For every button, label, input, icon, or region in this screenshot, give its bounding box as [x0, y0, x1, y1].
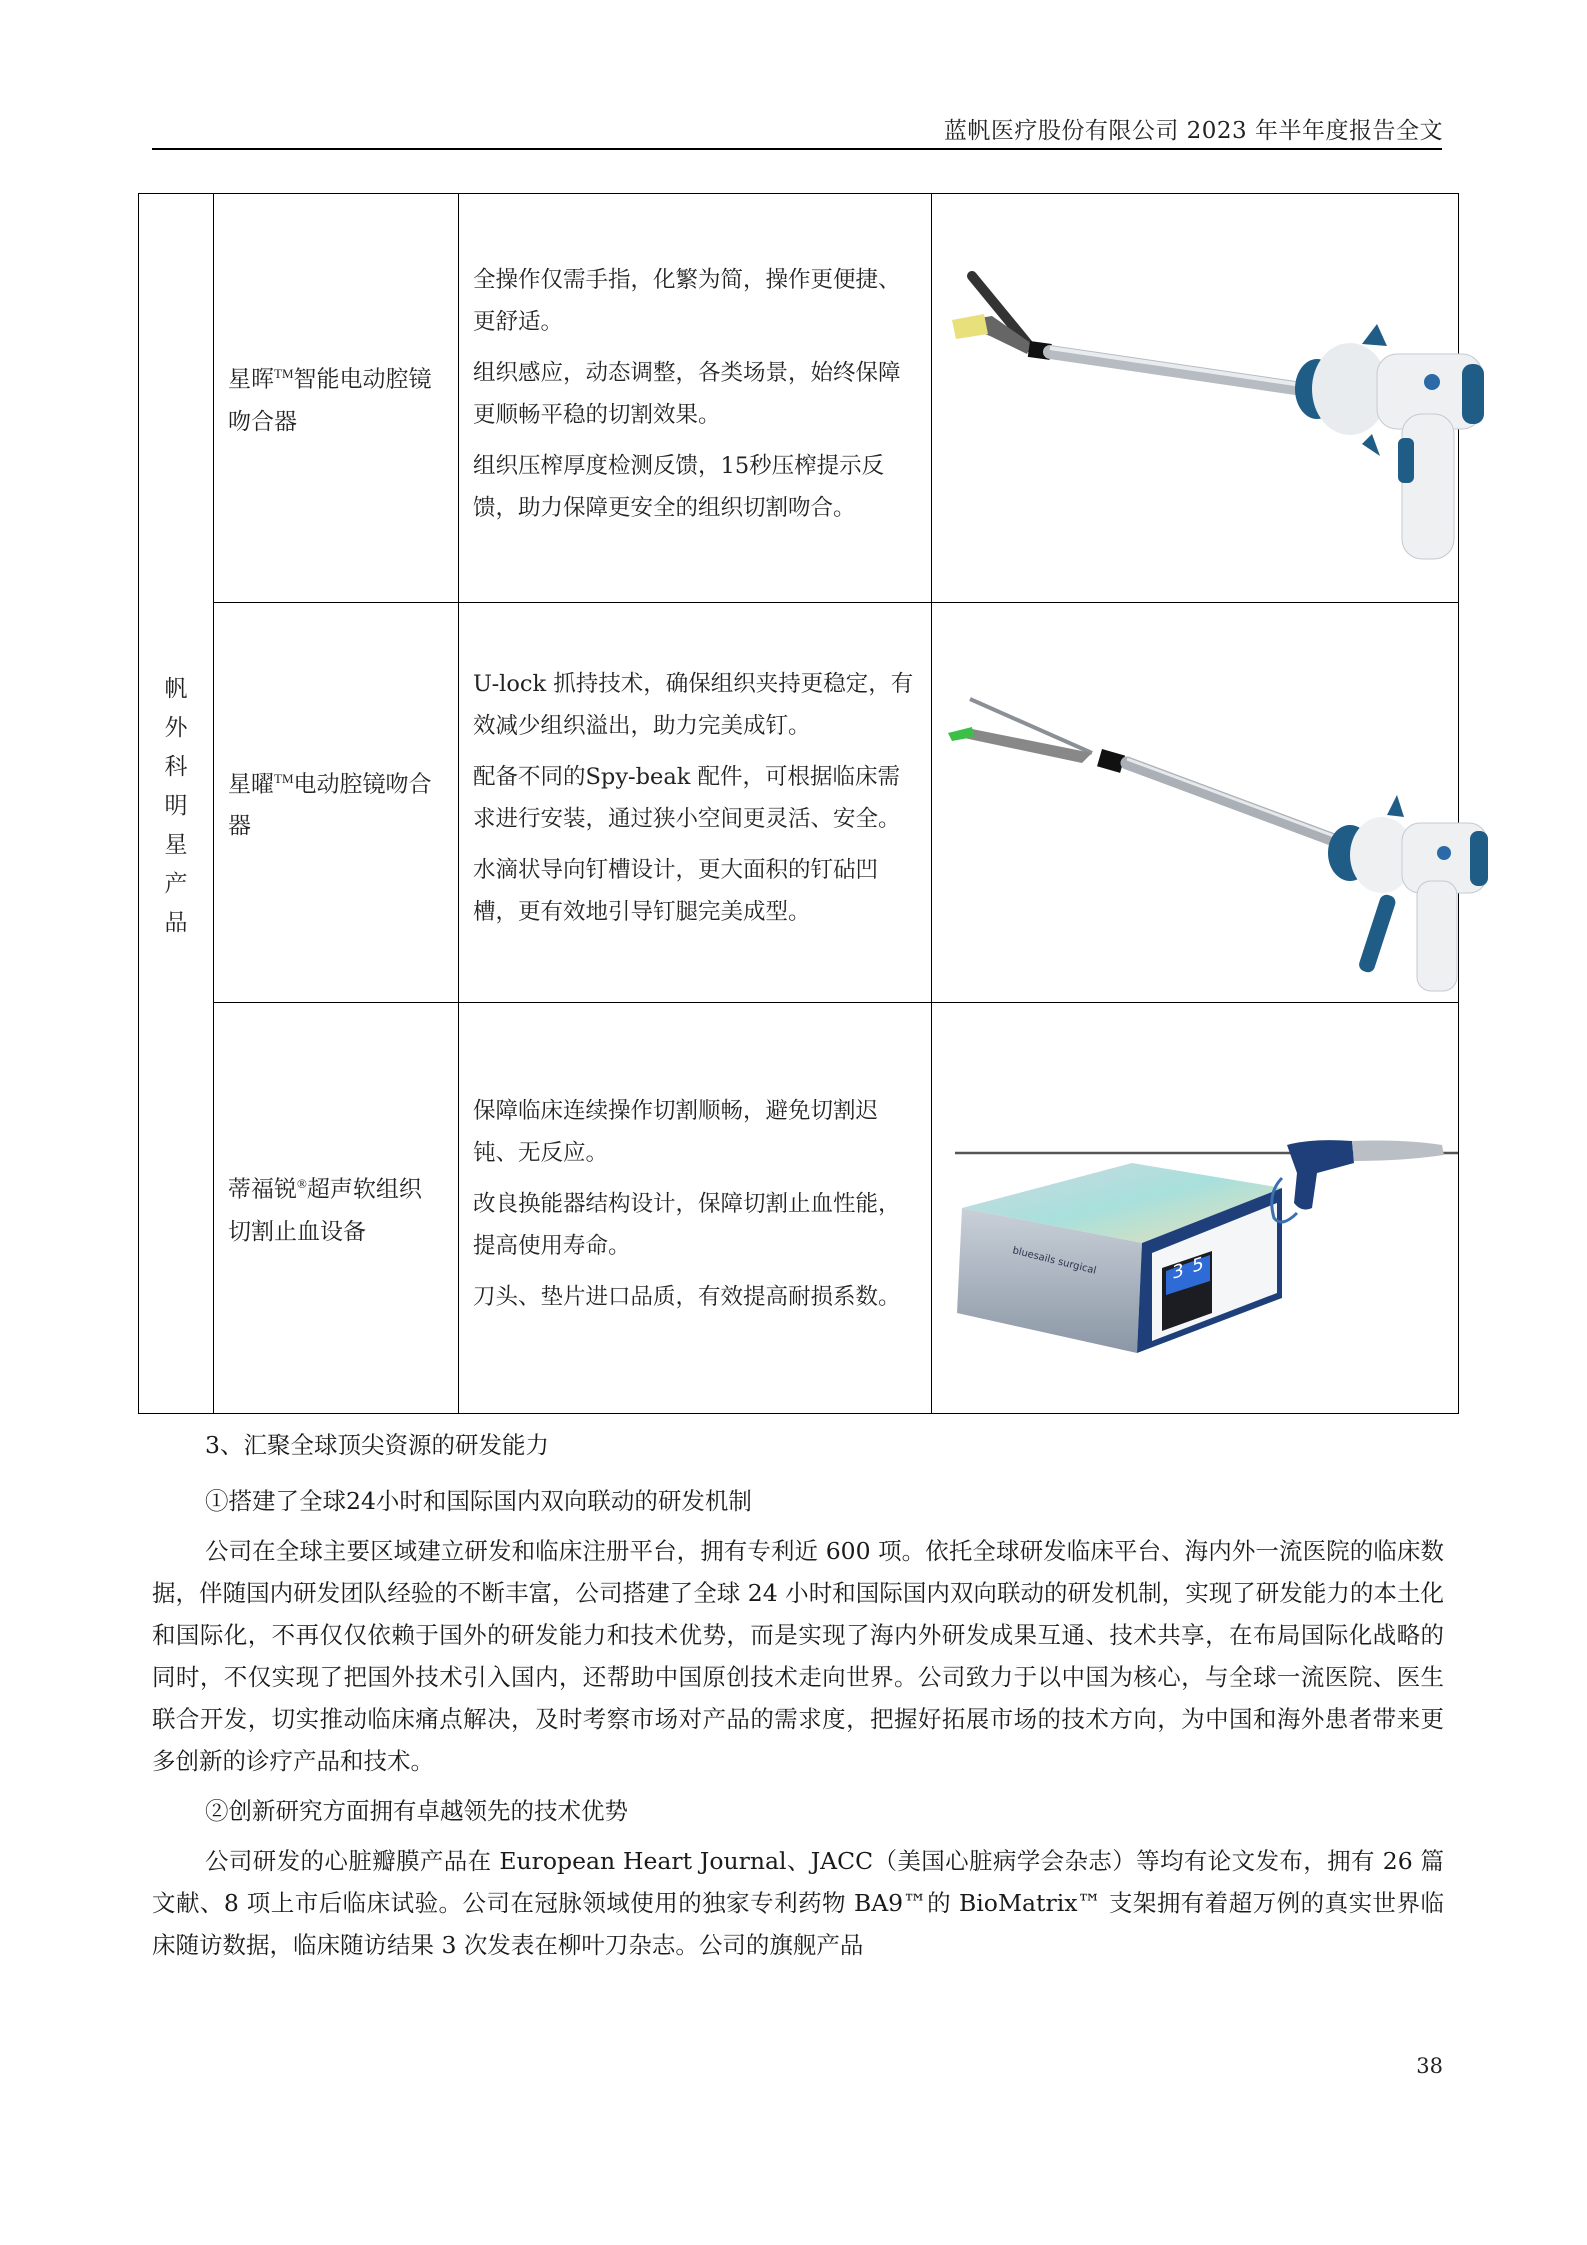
trademark-mark: TM	[274, 366, 294, 382]
feature-text: 水滴状导向钉槽设计，更大面积的钉砧凹槽，更有效地引导钉腿完美成型。	[473, 857, 879, 925]
feature-text: 组织感应，动态调整，各类场景，始终保障更顺畅平稳的切割效果。	[473, 359, 901, 428]
table-row	[139, 194, 1459, 603]
feature-text: 全操作仅需手指，化繁为简，操作更便捷、更舒适。	[473, 266, 901, 335]
category-char: 外	[164, 715, 188, 741]
product-name-cell	[214, 603, 459, 1003]
feature-text: U-lock 抓持技术，确保组织夹持更稳定，有效减少组织溢出，助力完美成钉。	[473, 671, 914, 739]
feature-text: 改良换能器结构设计，保障切割止血性能，提高使用寿命。	[473, 1190, 901, 1259]
page-number: 38	[1416, 2054, 1443, 2078]
electric-stapler-image	[932, 603, 1512, 1003]
feature-text: 刀头、垫片进口品质，有效提高耐损系数。	[473, 1283, 901, 1310]
category-cell	[139, 194, 214, 1414]
product-name-cell	[214, 194, 459, 603]
category-char: 帆	[164, 676, 188, 702]
product-name: 星曜	[228, 771, 274, 798]
subsection-heading: ②创新研究方面拥有卓越领先的技术优势	[205, 1797, 628, 1825]
category-char: 产	[164, 871, 188, 897]
display-digit: 3	[1172, 1258, 1184, 1284]
body-paragraph: 公司研发的心脏瓣膜产品在 European Heart Journal、JACC（美国心脏病学会杂志）等均有论文发布，拥有 26 篇文献、8 项上市后临床试验。公司在冠脉领域使用的独家专利药物 BA9™的 BioMatrix™ 支架拥有着超万例的真实世界临床随访数据，临床随访结果 3 次发表在柳叶刀杂志。公司的旗舰产品	[152, 1847, 1444, 1959]
product-table	[138, 193, 1459, 1414]
svg-text:bluesails surgical: bluesails surgical	[1011, 1245, 1098, 1277]
table-row	[139, 1003, 1459, 1414]
product-name-suffix: 电动腔镜吻合器	[228, 771, 432, 840]
body-section	[152, 1424, 1444, 1966]
product-features-cell	[459, 1003, 932, 1414]
section-heading: 3、汇聚全球顶尖资源的研发能力	[205, 1431, 549, 1459]
feature-text: 组织压榨厚度检测反馈，15秒压榨提示反馈，助力保障更安全的组织切割吻合。	[473, 452, 885, 521]
electric-stapler-image	[932, 194, 1512, 603]
page-header-title: 蓝帆医疗股份有限公司 2023 年半年度报告全文	[943, 118, 1443, 144]
body-paragraph: 公司在全球主要区域建立研发和临床注册平台，拥有专利近 600 项。依托全球研发临床平台、海内外一流医院的临床数据，伴随国内研发团队经验的不断丰富，公司搭建了全球 24 小时和国际国内双向联动的研发机制，实现了研发能力的本土化和国际化，不再仅仅依赖于国外的研发能力和技术优势，而是实现了海内外研发成果互通、技术共享，在布局国际化战略的同时，不仅实现了把国外技术引入国内，还帮助中国原创技术走向世界。公司致力于以中国为核心，与全球一流医院、医生联合开发，切实推动临床痛点解决，及时考察市场对产品的需求度，把握好拓展市场的技术方向，为中国和海外患者带来更多创新的诊疗产品和技术。	[152, 1537, 1444, 1775]
feature-text: 配备不同的Spy-beak 配件，可根据临床需求进行安装，通过狭小空间更灵活、安全。	[473, 764, 901, 832]
table-row	[139, 603, 1459, 1003]
ultrasonic-generator-image	[952, 1133, 1459, 1363]
product-features-cell	[459, 194, 932, 603]
product-image-cell	[932, 1003, 1459, 1414]
product-image-cell	[932, 603, 1459, 1003]
feature-text: 保障临床连续操作切割顺畅，避免切割迟钝、无反应。	[473, 1097, 879, 1166]
header-rule	[152, 148, 1442, 150]
subsection-heading: ①搭建了全球24小时和国际国内双向联动的研发机制	[205, 1487, 752, 1515]
category-char: 星	[164, 832, 188, 858]
display-digit: 5	[1192, 1252, 1204, 1278]
product-name: 蒂福锐	[228, 1176, 297, 1203]
registered-mark: ®	[297, 1176, 307, 1192]
category-char: 明	[164, 793, 188, 819]
category-char: 品	[164, 910, 188, 936]
trademark-mark: TM	[274, 770, 294, 786]
product-name-suffix: 超声软组织切割止血设备	[228, 1176, 422, 1245]
category-char: 科	[164, 754, 188, 780]
product-image-cell	[932, 194, 1459, 603]
product-name: 星晖	[228, 366, 274, 393]
product-name-suffix: 智能电动腔镜吻合器	[228, 366, 432, 435]
product-features-cell	[459, 603, 932, 1003]
product-name-cell	[214, 1003, 459, 1414]
